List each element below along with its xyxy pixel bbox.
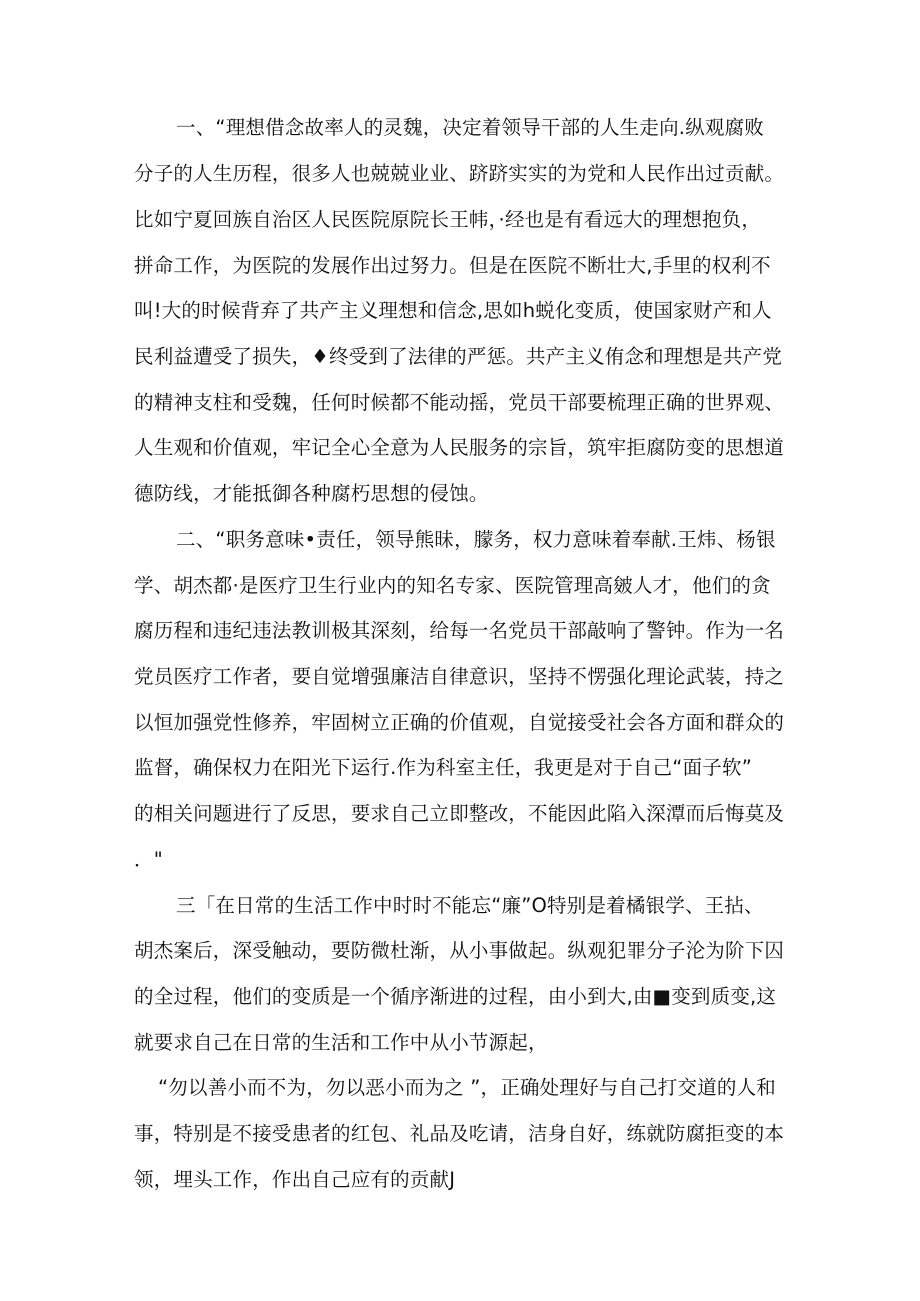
paragraph-line: ．" [134, 848, 163, 871]
paragraph-line: 民利益遭受了损失，♦终受到了法律的严惩。共产主义侑念和理想是共产党 [134, 345, 783, 368]
paragraph-line: 胡杰案后，深受触动，要防微杜渐，从小事做起。纵观犯罪分子沦为阶下囚 [134, 939, 785, 962]
paragraph-line: 人生观和价值观，牢记全心全意为人民服务的宗旨，筑牢拒腐防变的思想道 [134, 436, 785, 459]
paragraph-line: “勿以善小而不为，勿以恶小而为之 ”，正确处理好与自己打交道的人和 [158, 1076, 777, 1099]
paragraph-line: 的精神支柱和受魏，任何时候都不能动摇，党员干部要梳理正确的世界观、 [134, 391, 785, 414]
paragraph-line: 拼命工作，为医院的发展作出过努力。但是在医院不断壮大,手里的权利不 [134, 254, 771, 277]
paragraph-line: 二、“职务意味•责任，领导熊昧，朦务，权力意味着奉献.王炜、杨银 [176, 528, 776, 551]
paragraph-line: 叫!大的时候背弃了共产主义理想和信念,思如h蜕化变质，使国家财产和人 [134, 299, 772, 322]
paragraph-line: 就要求自己在日常的生活和工作中从小节源起， [134, 1031, 548, 1054]
paragraph-line: 的全过程，他们的变质是一个循序渐进的过程，由小到大,由■变到质变,这 [134, 985, 777, 1008]
paragraph-line: 腐历程和违纪违法教训极其深刻，给每一名党员干部敲响了警钟。作为一名 [134, 619, 785, 642]
paragraph-line: 分子的人生历程，很多人也兢兢业业、跻跻实实的为党和人民作出过贡献。 [134, 162, 785, 185]
paragraph-line: 党员医疗工作者，要自觉增强廉洁自律意识，坚持不愣强化理论武装，持之 [134, 665, 785, 688]
paragraph-line: 监督，确保权力在阳光下运行.作为科室主任，我更是对于自己“面子软” [134, 756, 753, 779]
paragraph-line: 比如宁夏回族自治区人民医院原院长王帏，·经也是有看远大的理想抱负， [134, 208, 762, 231]
paragraph-line: 学、胡杰都·是医疗卫生行业内的知名专家、医院管理高皴人才，他们的贪 [134, 574, 771, 597]
paragraph-line: 三「在日常的生活工作中时时不能忘“廉”O特别是着橘银学、王拈、 [176, 894, 764, 917]
paragraph-line: 德防线，才能抵御各种腐朽思想的侵蚀。 [134, 482, 489, 505]
paragraph-line: 以恒加强党性修养，牢固树立正确的价值观，自觉接受社会各方面和群众的 [134, 711, 785, 734]
paragraph-line: 领，埋头工作，作出自己应有的贡献J [134, 1168, 456, 1191]
paragraph-line: 事，特别是不接受患者的红包、礼品及吃请，洁身自好，练就防腐拒变的本 [134, 1122, 785, 1145]
paragraph-line: 一、“理想借念故率人的灵魏，决定着领导干部的人生走向.纵观腐败 [176, 116, 765, 139]
paragraph-line: 的相关问题进行了反思，要求自己立即整改，不能因此陷入深潭而后悔莫及 [134, 802, 785, 825]
